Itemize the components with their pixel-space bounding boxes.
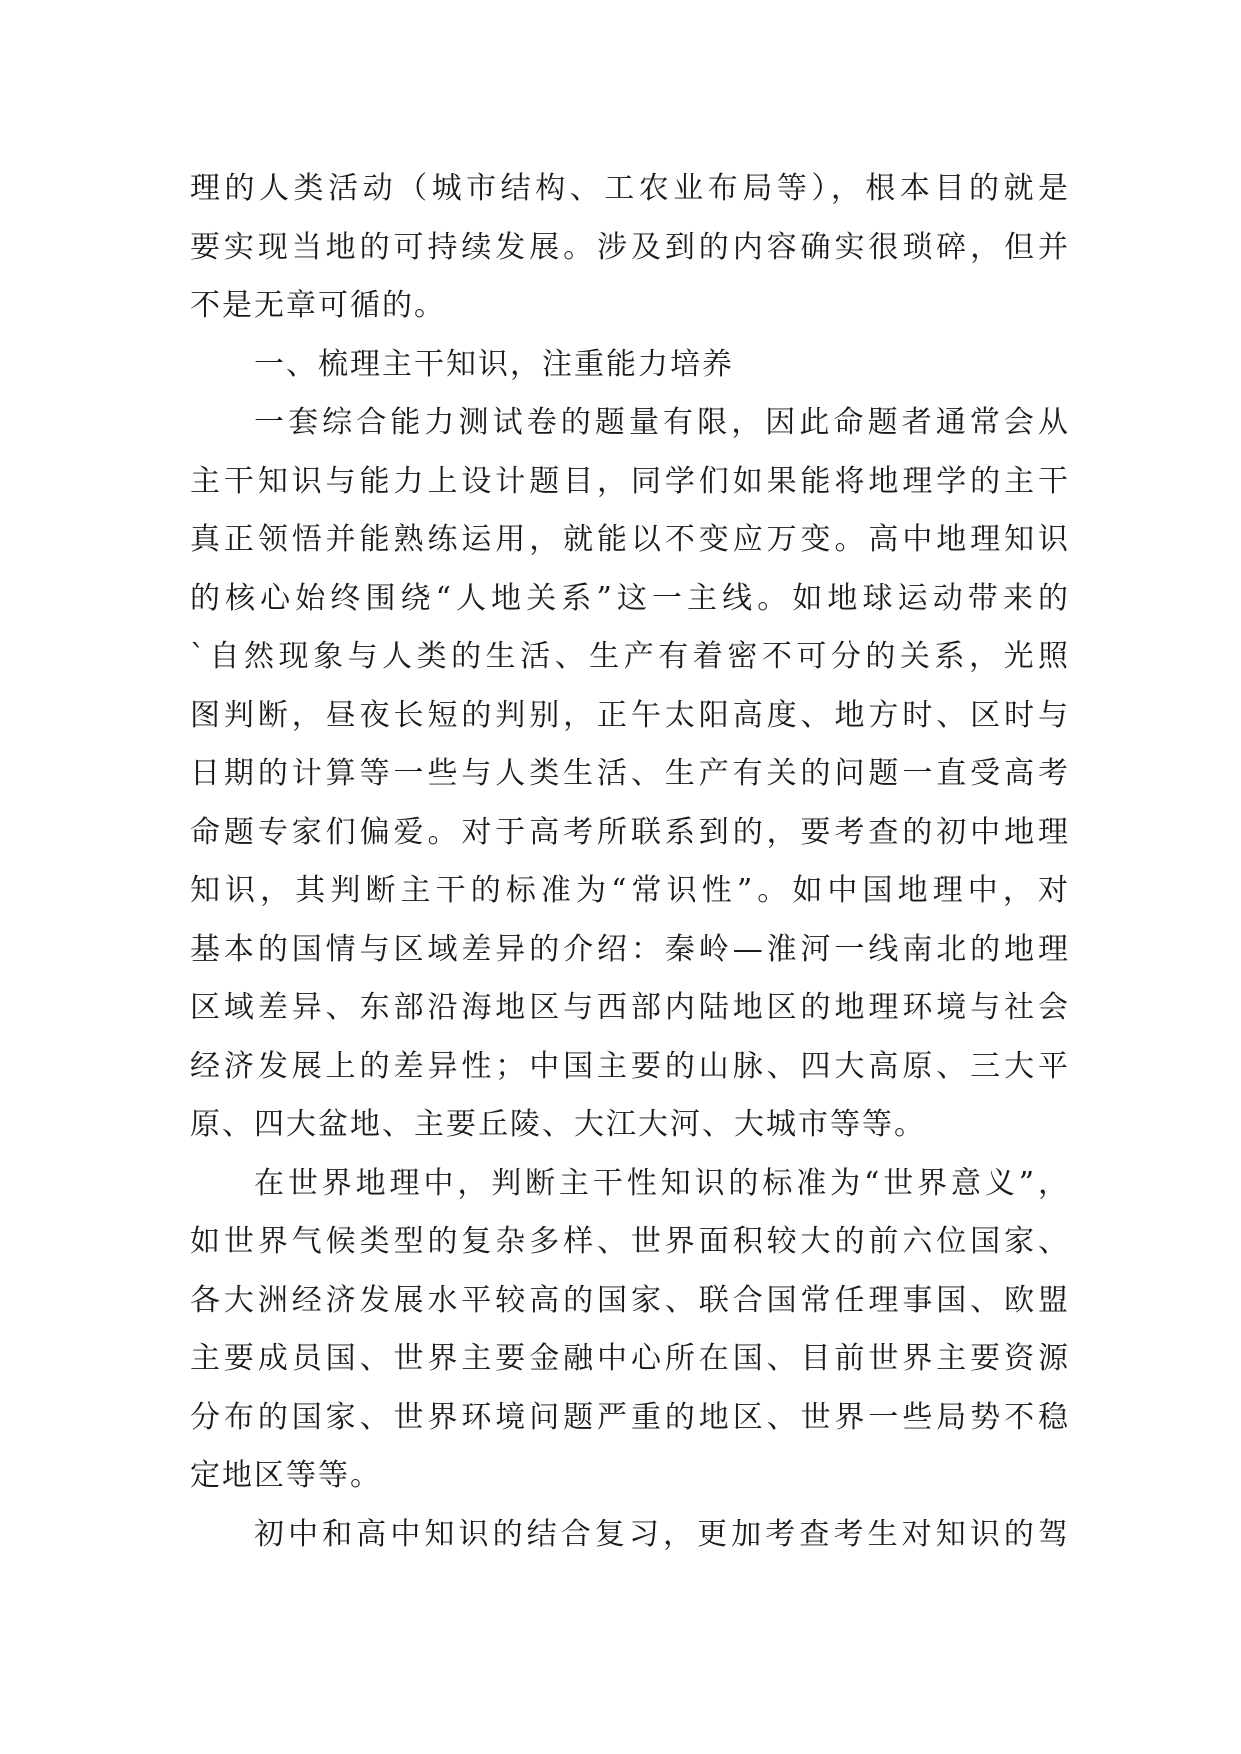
text-line: 分布的国家、世界环境问题严重的地区、世界一些局势不稳 (190, 1399, 1070, 1435)
text-line: 一、梳理主干知识，注重能力培养 (254, 346, 734, 382)
text-line: 要实现当地的可持续发展。涉及到的内容确实很琐碎，但并 (190, 229, 1070, 265)
text-line: `自然现象与人类的生活、生产有着密不可分的关系，光照 (190, 639, 1070, 674)
text-line: 经济发展上的差异性；中国主要的山脉、四大高原、三大平 (190, 1048, 1070, 1084)
text-line: 如世界气候类型的复杂多样、世界面积较大的前六位国家、 (190, 1224, 1070, 1259)
text-line: 知识，其判断主干的标准为“常识性”。如中国地理中，对 (190, 873, 1070, 908)
text-line: 基本的国情与区域差异的介绍：秦岭—淮河一线南北的地理 (190, 931, 1070, 967)
text-line: 真正领悟并能熟练运用，就能以不变应万变。高中地理知识 (190, 522, 1070, 557)
text-line: 图判断，昼夜长短的判别，正午太阳高度、地方时、区时与 (190, 697, 1070, 733)
text-line: 在世界地理中，判断主干性知识的标准为“世界意义”， (254, 1165, 1070, 1201)
text-line: 主要成员国、世界主要金融中心所在国、目前世界主要资源 (190, 1341, 1070, 1376)
text-line: 命题专家们偏爱。对于高考所联系到的，要考查的初中地理 (190, 814, 1070, 850)
text-line: 初中和高中知识的结合复习，更加考查考生对知识的驾 (254, 1516, 1070, 1552)
text-line: 理的人类活动（城市结构、工农业布局等），根本目的就是 (190, 171, 1070, 206)
text-line: 定地区等等。 (190, 1458, 382, 1493)
text-line: 原、四大盆地、主要丘陵、大江大河、大城市等等。 (190, 1107, 926, 1142)
text-line: 的核心始终围绕“人地关系”这一主线。如地球运动带来的 (190, 580, 1070, 616)
text-line: 不是无章可循的。 (190, 288, 446, 323)
text-line: 日期的计算等一些与人类生活、生产有关的问题一直受高考 (190, 756, 1070, 791)
text-line: 区域差异、东部沿海地区与西部内陆地区的地理环境与社会 (190, 990, 1070, 1025)
document-body (190, 160, 1070, 1564)
text-line: 各大洲经济发展水平较高的国家、联合国常任理事国、欧盟 (190, 1282, 1070, 1318)
text-line: 一套综合能力测试卷的题量有限，因此命题者通常会从 (254, 405, 1070, 440)
text-line: 主干知识与能力上设计题目，同学们如果能将地理学的主干 (190, 463, 1070, 499)
